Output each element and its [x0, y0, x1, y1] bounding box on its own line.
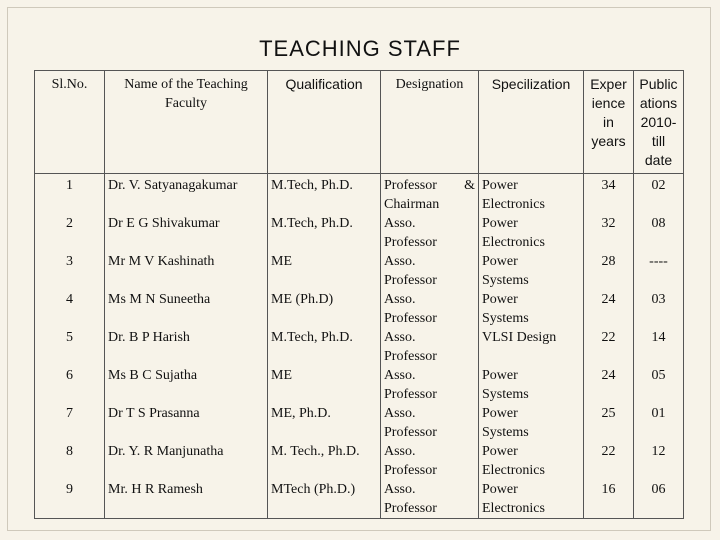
table-row	[35, 480, 684, 519]
cell-sl-no: 8	[35, 442, 105, 480]
cell-experience: 32	[584, 214, 634, 252]
cell-specialization	[479, 214, 584, 252]
designation-line-2: Professor	[384, 501, 437, 516]
cell-name: Ms M N Suneetha	[105, 290, 268, 328]
header-qualification: Qualification	[268, 71, 381, 174]
header-publications: Public ations 2010- till date	[634, 71, 684, 174]
specialization-line-1: Power	[482, 216, 518, 231]
designation-line-2: Professor	[384, 273, 437, 288]
cell-experience: 16	[584, 480, 634, 519]
cell-designation	[381, 252, 479, 290]
cell-sl-no: 7	[35, 404, 105, 442]
cell-name: Mr. H R Ramesh	[105, 480, 268, 519]
cell-qualification: M. Tech., Ph.D.	[268, 442, 381, 480]
cell-experience: 22	[584, 442, 634, 480]
cell-qualification: MTech (Ph.D.)	[268, 480, 381, 519]
header-specialization: Specilization	[479, 71, 584, 174]
designation-line-1: Asso.	[384, 368, 416, 383]
specialization-line-1: Power	[482, 178, 518, 193]
header-name: Name of the Teaching Faculty	[105, 71, 268, 174]
table-row	[35, 442, 684, 480]
table-row	[35, 328, 684, 366]
cell-specialization	[479, 480, 584, 519]
designation-line-2: Professor	[384, 349, 437, 364]
cell-sl-no: 9	[35, 480, 105, 519]
specialization-line-1: Power	[482, 254, 518, 269]
cell-experience: 24	[584, 366, 634, 404]
cell-specialization	[479, 252, 584, 290]
specialization-line-1: VLSI Design	[482, 330, 557, 345]
specialization-line-2: Electronics	[482, 463, 545, 478]
designation-line-2: Professor	[384, 311, 437, 326]
cell-sl-no: 3	[35, 252, 105, 290]
designation-line-1: Asso.	[384, 406, 416, 421]
designation-line-1: Asso.	[384, 330, 416, 345]
specialization-line-2: Systems	[482, 387, 529, 402]
cell-name: Dr E G Shivakumar	[105, 214, 268, 252]
cell-designation	[381, 290, 479, 328]
designation-line-1: Asso.	[384, 216, 416, 231]
cell-sl-no: 5	[35, 328, 105, 366]
specialization-line-1: Power	[482, 292, 518, 307]
cell-name: Dr. B P Harish	[105, 328, 268, 366]
cell-sl-no: 4	[35, 290, 105, 328]
cell-sl-no: 2	[35, 214, 105, 252]
specialization-line-2: Systems	[482, 425, 529, 440]
specialization-line-2: Systems	[482, 311, 529, 326]
cell-publications: 14	[634, 328, 684, 366]
cell-specialization	[479, 290, 584, 328]
cell-designation	[381, 174, 479, 215]
table-row	[35, 404, 684, 442]
cell-publications: 08	[634, 214, 684, 252]
cell-specialization	[479, 328, 584, 366]
designation-line-1: Asso.	[384, 254, 416, 269]
cell-sl-no: 6	[35, 366, 105, 404]
cell-designation	[381, 328, 479, 366]
cell-publications: 06	[634, 480, 684, 519]
cell-experience: 34	[584, 174, 634, 215]
cell-experience: 25	[584, 404, 634, 442]
cell-designation	[381, 480, 479, 519]
designation-line-1: Asso.	[384, 482, 416, 497]
specialization-line-1: Power	[482, 368, 518, 383]
cell-publications: 12	[634, 442, 684, 480]
cell-qualification: ME	[268, 366, 381, 404]
designation-line-1: Professor &	[384, 178, 475, 193]
cell-publications: 02	[634, 174, 684, 215]
cell-specialization	[479, 174, 584, 215]
cell-name: Dr. Y. R Manjunatha	[105, 442, 268, 480]
page-title: TEACHING STAFF	[259, 36, 461, 61]
specialization-line-1: Power	[482, 482, 518, 497]
cell-publications: 03	[634, 290, 684, 328]
cell-experience: 22	[584, 328, 634, 366]
cell-name: Ms B C Sujatha	[105, 366, 268, 404]
cell-experience: 24	[584, 290, 634, 328]
cell-qualification: ME (Ph.D)	[268, 290, 381, 328]
cell-experience: 28	[584, 252, 634, 290]
cell-publications: ----	[634, 252, 684, 290]
cell-qualification: M.Tech, Ph.D.	[268, 214, 381, 252]
staff-table	[34, 70, 684, 519]
cell-qualification: ME	[268, 252, 381, 290]
designation-line-1: Asso.	[384, 292, 416, 307]
cell-designation	[381, 366, 479, 404]
header-row	[35, 71, 684, 174]
specialization-line-2: Electronics	[482, 501, 545, 516]
table-row	[35, 252, 684, 290]
cell-specialization	[479, 442, 584, 480]
cell-publications: 05	[634, 366, 684, 404]
table-row	[35, 290, 684, 328]
header-experience: Exper ience in years	[584, 71, 634, 174]
cell-name: Dr T S Prasanna	[105, 404, 268, 442]
table-row	[35, 214, 684, 252]
designation-line-2: Professor	[384, 387, 437, 402]
cell-qualification: M.Tech, Ph.D.	[268, 174, 381, 215]
specialization-line-1: Power	[482, 406, 518, 421]
header-sl-no: Sl.No.	[35, 71, 105, 174]
specialization-line-1: Power	[482, 444, 518, 459]
cell-specialization	[479, 404, 584, 442]
designation-line-2: Professor	[384, 463, 437, 478]
designation-line-2: Chairman	[384, 197, 440, 212]
cell-qualification: ME, Ph.D.	[268, 404, 381, 442]
cell-designation	[381, 404, 479, 442]
cell-qualification: M.Tech, Ph.D.	[268, 328, 381, 366]
table-row	[35, 366, 684, 404]
designation-line-2: Professor	[384, 235, 437, 250]
specialization-line-2: Electronics	[482, 197, 545, 212]
specialization-line-2: Electronics	[482, 235, 545, 250]
table-row	[35, 174, 684, 215]
specialization-line-2: Systems	[482, 273, 529, 288]
cell-sl-no: 1	[35, 174, 105, 215]
cell-designation	[381, 442, 479, 480]
cell-designation	[381, 214, 479, 252]
designation-line-1: Asso.	[384, 444, 416, 459]
designation-line-2: Professor	[384, 425, 437, 440]
cell-name: Dr. V. Satyanagakumar	[105, 174, 268, 215]
cell-publications: 01	[634, 404, 684, 442]
cell-name: Mr M V Kashinath	[105, 252, 268, 290]
header-designation: Designation	[381, 71, 479, 174]
cell-specialization	[479, 366, 584, 404]
